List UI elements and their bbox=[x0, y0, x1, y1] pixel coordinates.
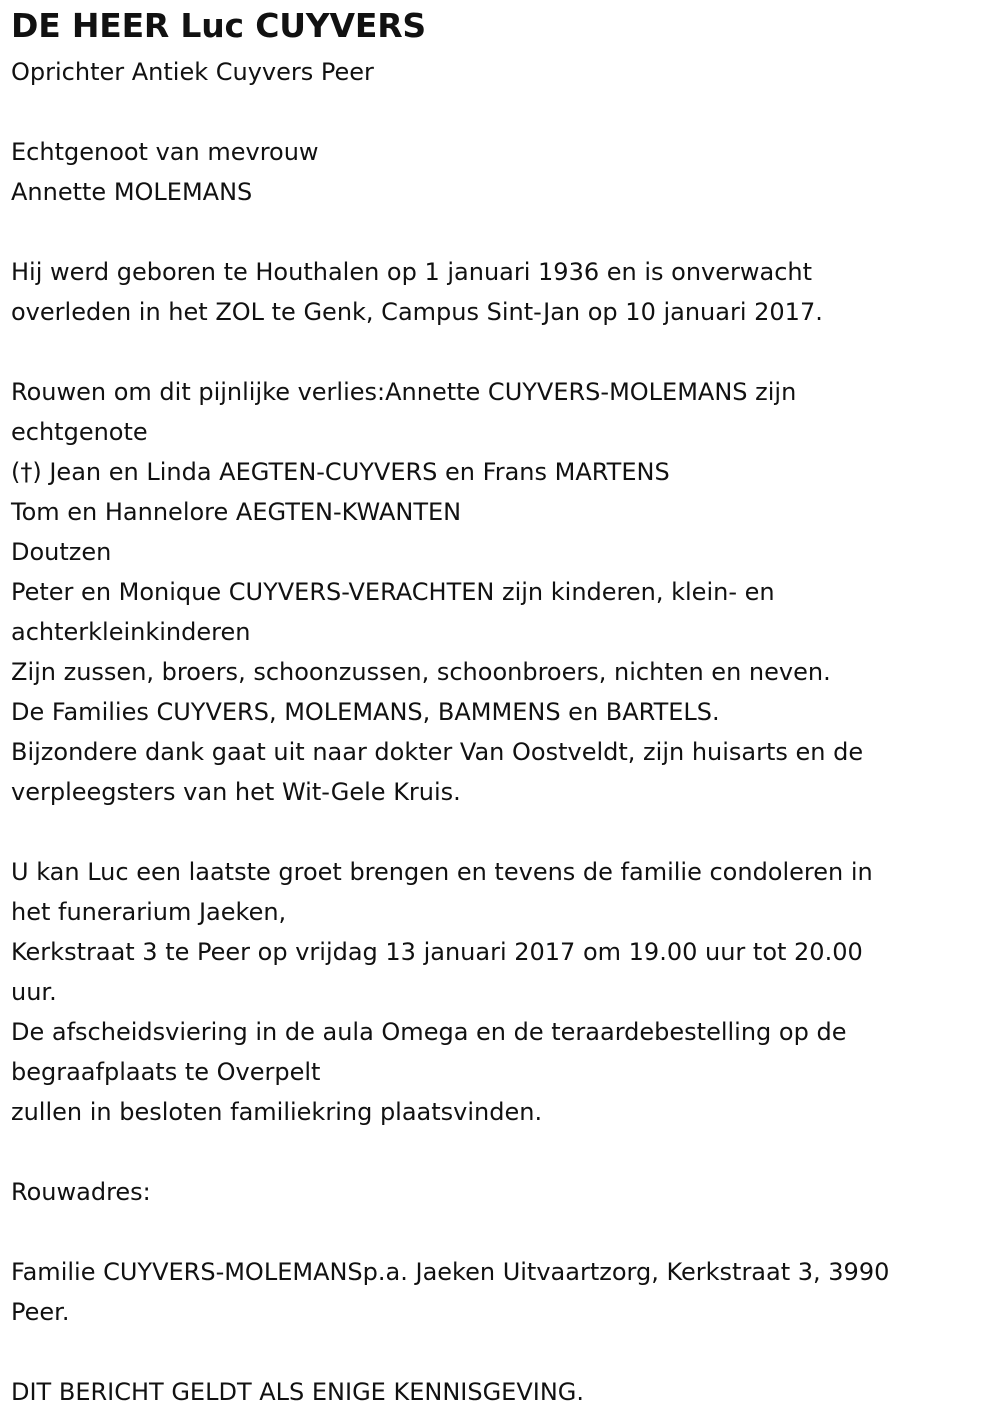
text-line: verpleegsters van het Wit-Gele Kruis. bbox=[11, 778, 461, 806]
spouse-name: Annette MOLEMANS bbox=[11, 178, 253, 206]
deceased-name-title: DE HEER Luc CUYVERS bbox=[11, 6, 426, 45]
text-line: (†) Jean en Linda AEGTEN-CUYVERS en Frans MARTENS bbox=[11, 458, 670, 486]
text-line: Tom en Hannelore AEGTEN-KWANTEN bbox=[11, 498, 462, 526]
spacer bbox=[11, 812, 996, 852]
spacer bbox=[11, 1332, 996, 1372]
text-line: Kerkstraat 3 te Peer op vrijdag 13 januari 2017 om 19.00 uur tot 20.00 bbox=[11, 938, 863, 966]
text-line: begraafplaats te Overpelt bbox=[11, 1058, 321, 1086]
visitation-paragraph bbox=[11, 852, 996, 1132]
spacer bbox=[11, 332, 996, 372]
text-line: Hij werd geboren te Houthalen op 1 januari 1936 en is onverwacht bbox=[11, 258, 813, 286]
spacer bbox=[11, 1132, 996, 1172]
closing-statement: DIT BERICHT GELDT ALS ENIGE KENNISGEVING. bbox=[11, 1378, 585, 1406]
text-line: Zijn zussen, broers, schoonzussen, schoonbroers, nichten en neven. bbox=[11, 658, 831, 686]
text-line: uur. bbox=[11, 978, 57, 1006]
text-line: zullen in besloten familiekring plaatsvinden. bbox=[11, 1098, 543, 1126]
mourners-paragraph bbox=[11, 372, 996, 812]
spouse-intro: Echtgenoot van mevrouw bbox=[11, 138, 319, 166]
text-line: De afscheidsviering in de aula Omega en de teraardebestelling op de bbox=[11, 1018, 847, 1046]
text-line: Peter en Monique CUYVERS-VERACHTEN zijn kinderen, klein- en bbox=[11, 578, 775, 606]
spacer bbox=[11, 92, 996, 132]
address-paragraph bbox=[11, 1252, 996, 1332]
text-line: het funerarium Jaeken, bbox=[11, 898, 287, 926]
text-line: Familie CUYVERS-MOLEMANSp.a. Jaeken Uitvaartzorg, Kerkstraat 3, 3990 bbox=[11, 1258, 890, 1286]
text-line: U kan Luc een laatste groet brengen en tevens de familie condoleren in bbox=[11, 858, 873, 886]
spacer bbox=[11, 212, 996, 252]
text-line: echtgenote bbox=[11, 418, 148, 446]
birth-death-paragraph bbox=[11, 252, 996, 332]
text-line: overleden in het ZOL te Genk, Campus Sint-Jan op 10 januari 2017. bbox=[11, 298, 823, 326]
text-line: Rouwen om dit pijnlijke verlies:Annette CUYVERS-MOLEMANS zijn bbox=[11, 378, 797, 406]
subtitle: Oprichter Antiek Cuyvers Peer bbox=[11, 58, 374, 86]
text-line: De Families CUYVERS, MOLEMANS, BAMMENS en BARTELS. bbox=[11, 698, 720, 726]
text-line: achterkleinkinderen bbox=[11, 618, 251, 646]
obituary-notice bbox=[11, 0, 996, 1412]
spacer bbox=[11, 1212, 996, 1252]
text-line: Bijzondere dank gaat uit naar dokter Van Oostveldt, zijn huisarts en de bbox=[11, 738, 864, 766]
address-label: Rouwadres: bbox=[11, 1178, 151, 1206]
text-line: Peer. bbox=[11, 1298, 70, 1326]
text-line: Doutzen bbox=[11, 538, 112, 566]
